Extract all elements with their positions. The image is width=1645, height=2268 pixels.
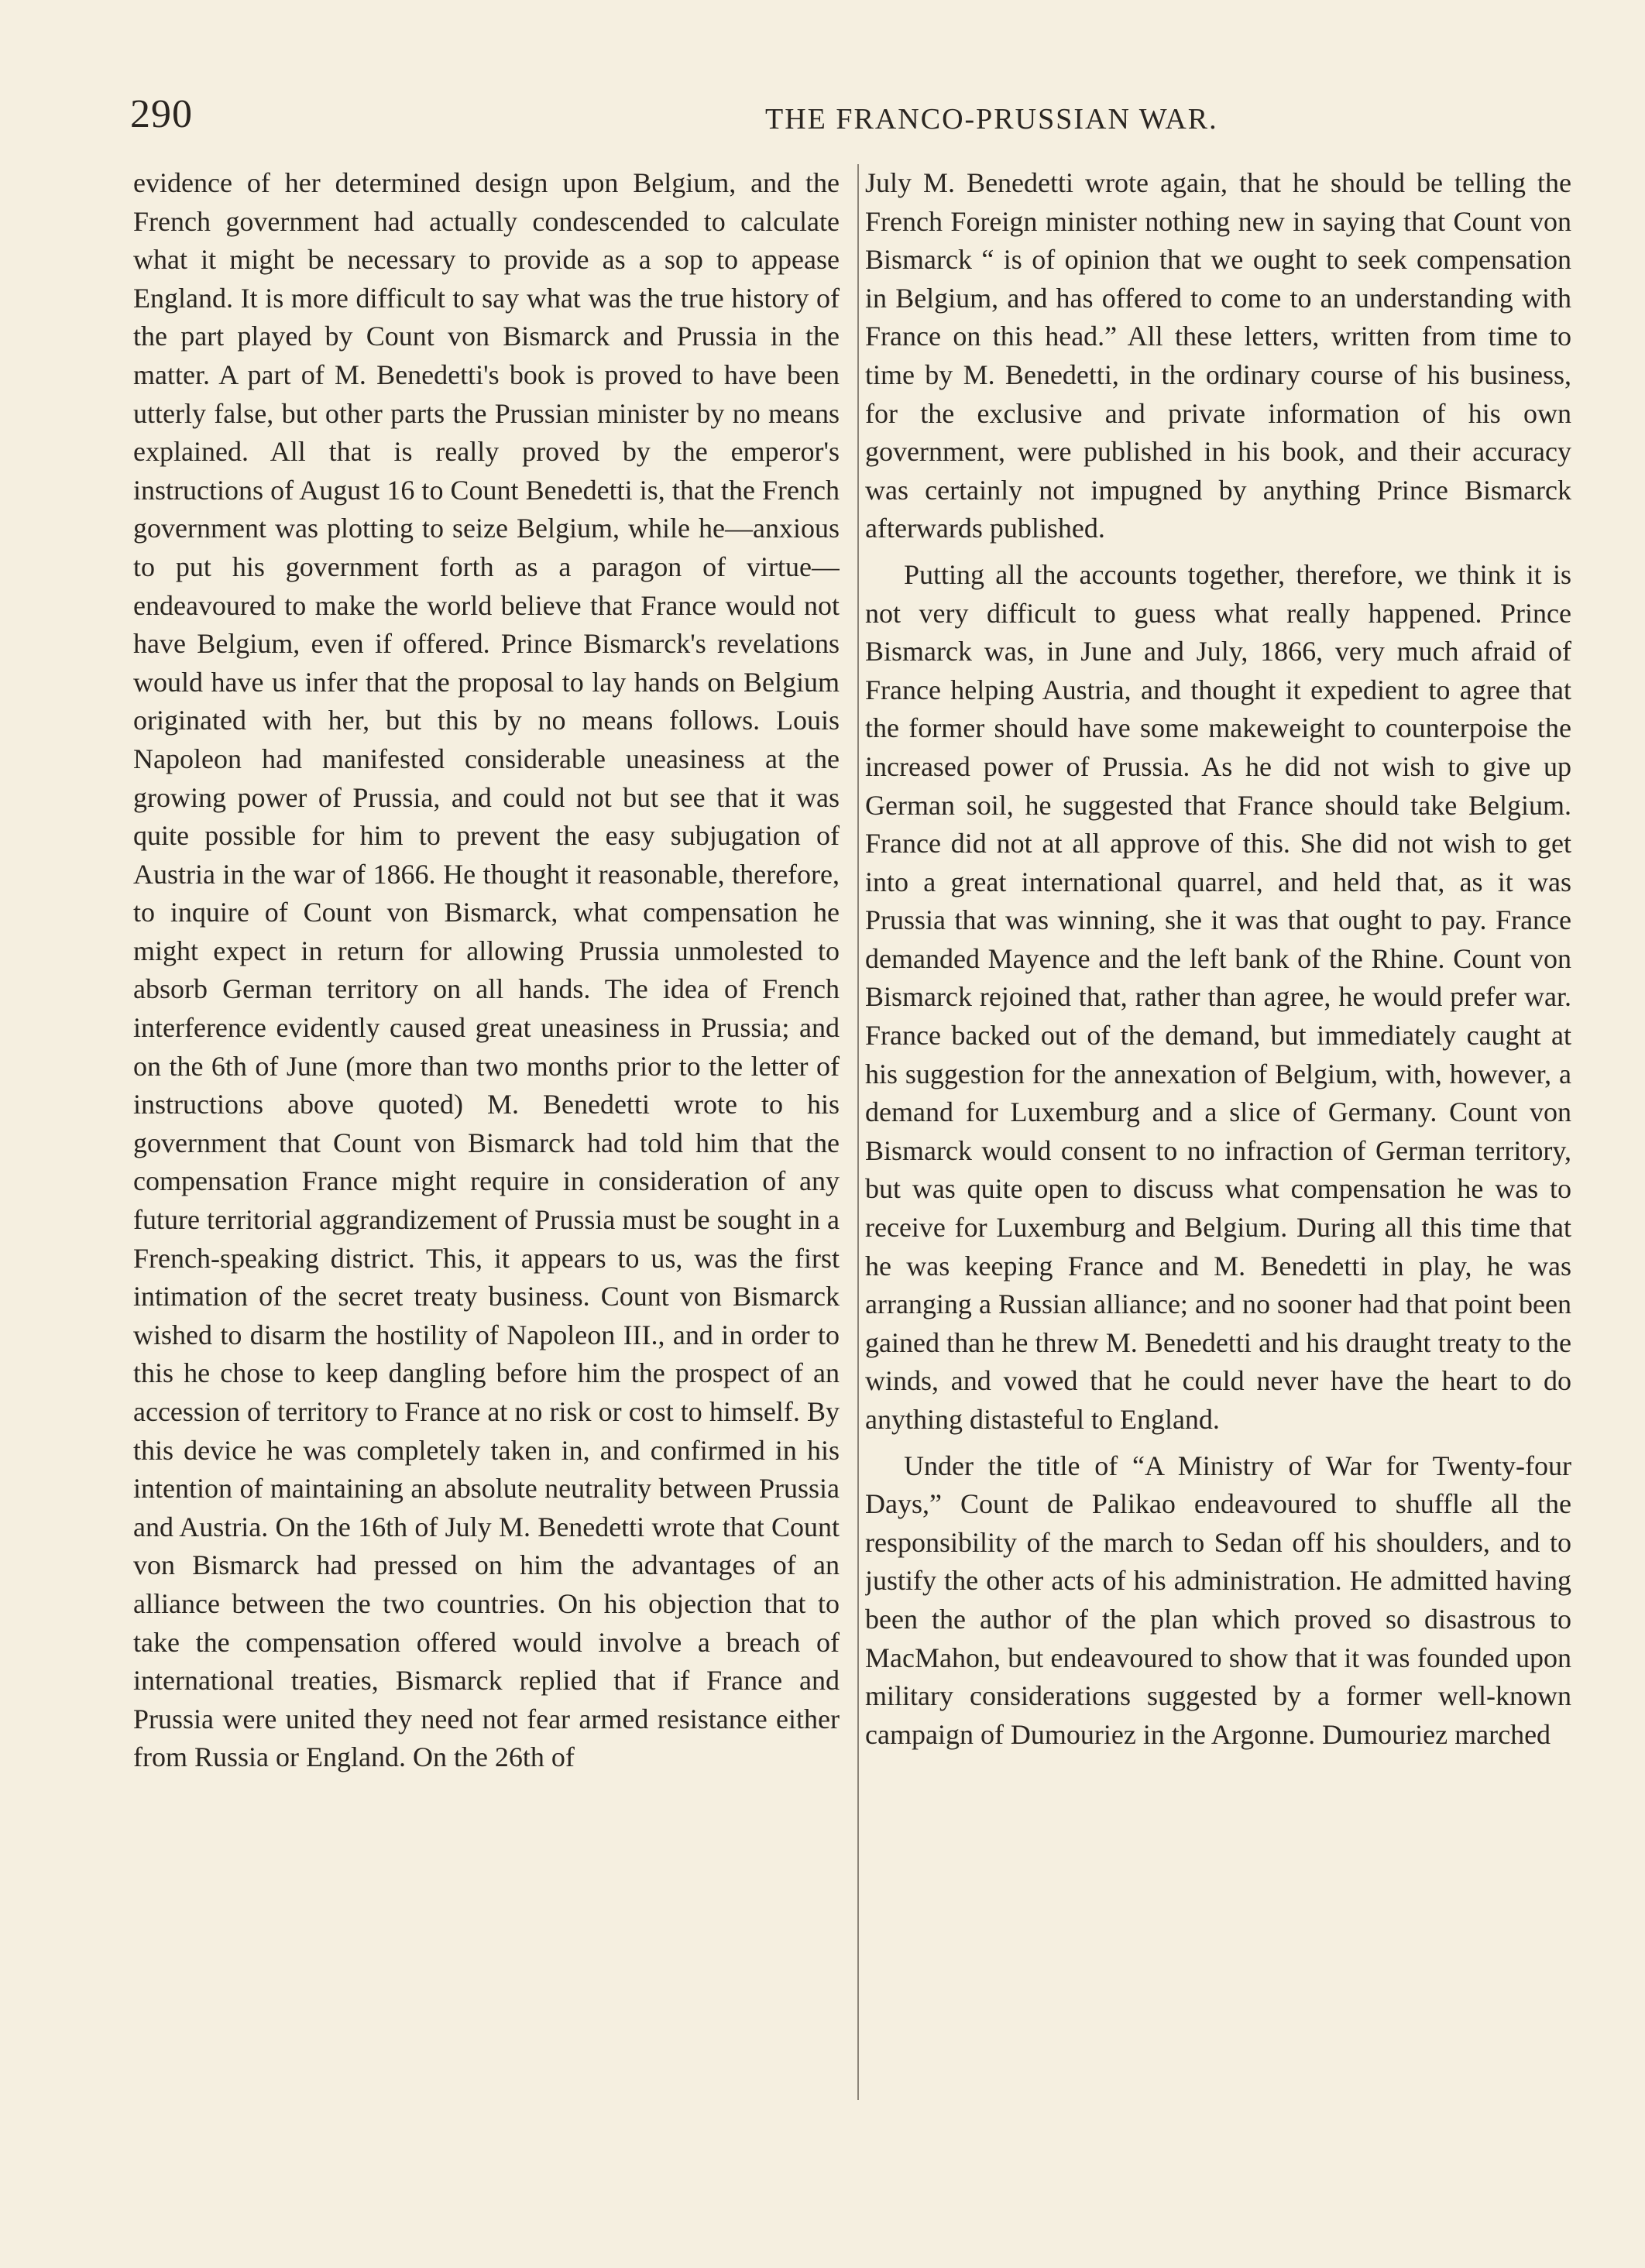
right-paragraph-2: Putting all the accounts together, therefore, we think it is not very difficult to guess what really happened. Prince Bismarck was, in June and July, 1866, very much afraid of France helping Austria, and thought it expedient to agree that the former should have some makeweight to counterpoise the increased power of Prussia. As he did not wish to give up German soil, he suggested that France should take Belgium. France did not at all approve of this. She did not wish to get into a great international quarrel, and held that, as it was Prussia that was winning, she it was that ought to pay. France demanded Mayence and the left bank of the Rhine. Count von Bismarck rejoined that, rather than agree, he would prefer war. France backed out of the demand, but immediately caught at his suggestion for the annexation of Belgium, with, however, a demand for Luxemburg and a slice of Germany. Count von Bismarck would consent to no infraction of German territory, but was quite open to discuss what compensation he was to receive for Luxemburg and Belgium. During all this time that he was keeping France and M. Benedetti in play, he was arranging a Russian alliance; and no sooner had that point been gained than he threw M. Benedetti and his draught treaty to the winds, and vowed that he could never have the heart to do anything distasteful to England. xyxy=(865,558,1571,1435)
page-number: 290 xyxy=(130,92,193,136)
running-title: THE FRANCO-PRUSSIAN WAR. xyxy=(765,103,1218,136)
right-paragraph-3: Under the title of “A Ministry of War for Twenty-four Days,” Count de Palikao endeavoured to shuffle all the responsibility of the march to Sedan off his shoulders, and to justify the other acts of his administration. He admitted having been the author of the plan which proved so disastrous to MacMahon, but endeavoured to show that it was founded upon military considerations suggested by a former well-known campaign of Dumouriez in the Argonne. Dumouriez marched xyxy=(865,1450,1571,1750)
column-divider xyxy=(857,164,859,2100)
left-paragraph-1: evidence of her determined design upon Belgium, and the French government had actually condescended to calculate what it might be necessary to provide as a sop to appease England. It is more difficult to say what was the true history of the part played by Count von Bismarck and Prussia in the matter. A part of M. Benedetti's book is proved to have been utterly false, but other parts the Prussian minister by no means explained. All that is really proved by the emperor's instructions of August 16 to Count Benedetti is, that the French government was plotting to seize Belgium, while he—anxious to put his government forth as a paragon of virtue—endeavoured to make the world believe that France would not have Belgium, even if offered. Prince Bismarck's revelations would have us infer that the proposal to lay hands on Belgium originated with her, but this by no means follows. Louis Napoleon had manifested considerable uneasiness at the growing power of Prussia, and could not but see that it was quite possible for him to prevent the easy subjugation of Austria in the war of 1866. He thought it reasonable, therefore, to inquire of Count von Bismarck, what compensation he might expect in return for allowing Prussia unmolested to absorb German territory on all hands. The idea of French interference evidently caused great uneasiness in Prussia; and on the 6th of June (more than two months prior to the letter of instructions above quoted) M. Benedetti wrote to his government that Count von Bismarck had told him that the compensation France might require in consideration of any future territorial aggrandizement of Prussia must be sought in a French-speaking district. This, it appears to us, was the first intimation of the secret treaty business. Count von Bismarck wished to disarm the hostility of Napoleon III., and in order to this he chose to keep dangling before him the prospect of an accession of territory to France at no risk or cost to himself. By this device he was completely taken in, and confirmed in his intention of maintaining an absolute neutrality between Prussia and Austria. On the 16th of July M. Benedetti wrote that Count von Bismarck had pressed on him the advantages of an alliance between the two countries. On his objection that to take the compensation offered would involve a breach of international treaties, Bismarck replied that if France and Prussia were united they need not fear armed resistance either from Russia or England. On the 26th of xyxy=(133,167,840,1773)
page-header xyxy=(130,91,1563,146)
left-column xyxy=(133,164,840,2146)
right-column xyxy=(865,164,1571,2146)
right-paragraph-1: July M. Benedetti wrote again, that he should be telling the French Foreign minister nothing new in saying that Count von Bismarck “ is of opinion that we ought to seek compensation in Belgium, and has offered to come to an understanding with France on this head.” All these letters, written from time to time by M. Benedetti, in the ordinary course of his business, for the exclusive and private information of his own government, were published in his book, and their accuracy was certainly not impugned by anything Prince Bismarck afterwards published. xyxy=(865,167,1571,544)
